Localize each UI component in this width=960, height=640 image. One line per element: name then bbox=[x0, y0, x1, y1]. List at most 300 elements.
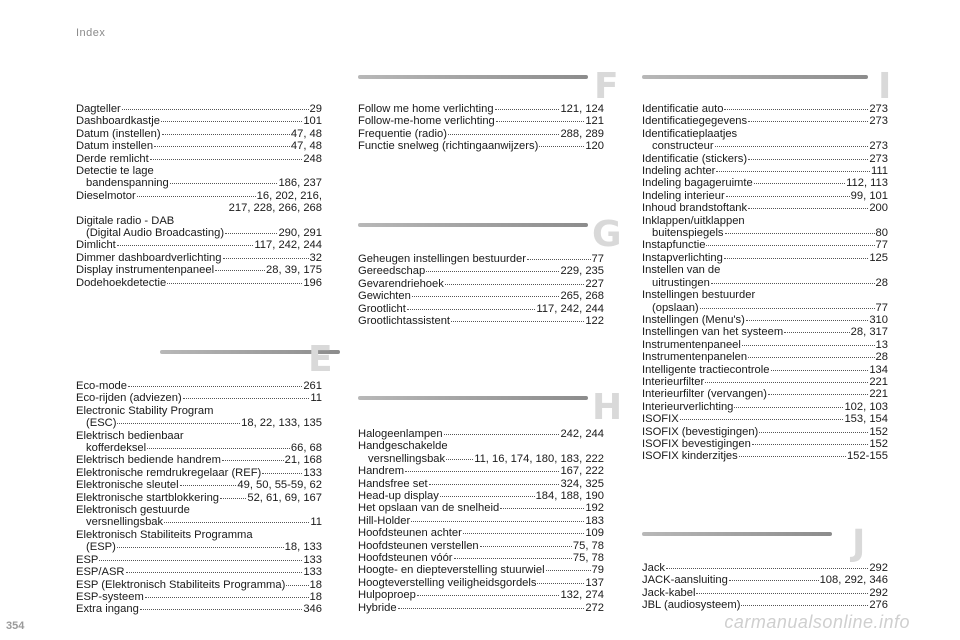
index-entry bbox=[642, 413, 888, 425]
index-entry-subterm: versnellingsbak bbox=[86, 516, 164, 529]
index-entry-pages: 52, 61, 69, 167 bbox=[247, 491, 322, 504]
index-entry bbox=[76, 215, 322, 240]
index-entry-term: Identificatie (stickers) bbox=[642, 152, 748, 165]
page-number: 354 bbox=[6, 620, 25, 632]
section-entries bbox=[76, 103, 322, 289]
index-entry-row bbox=[358, 103, 604, 115]
index-entry bbox=[358, 589, 604, 601]
index-entry bbox=[76, 277, 322, 289]
index-entry-term: Instapverlichting bbox=[642, 251, 723, 264]
section-entries bbox=[642, 562, 904, 612]
dot-leader bbox=[480, 546, 572, 547]
index-entry-row bbox=[642, 388, 888, 400]
index-entry-term: Digitale radio - DAB bbox=[76, 214, 175, 227]
index-entry-row bbox=[358, 527, 604, 539]
index-entry bbox=[642, 587, 888, 599]
dot-leader bbox=[440, 496, 535, 497]
index-entry-row bbox=[358, 478, 604, 490]
index-entry-pages: 101 bbox=[303, 115, 322, 128]
index-entry-pages: 28, 317 bbox=[850, 326, 888, 339]
index-entry bbox=[76, 579, 322, 591]
index-entry-subterm: constructeur bbox=[652, 140, 714, 153]
index-entry-row bbox=[642, 103, 888, 115]
index-entry-subterm: bandenspanning bbox=[86, 177, 169, 190]
index-entry-row bbox=[642, 314, 888, 326]
index-entry-row bbox=[76, 227, 322, 239]
section-letter: E bbox=[308, 339, 333, 380]
index-entry bbox=[642, 239, 888, 251]
index-entry bbox=[642, 289, 888, 314]
index-entry-pages: 125 bbox=[869, 251, 888, 264]
index-entry-pages: 288, 289 bbox=[560, 127, 604, 140]
index-entry-pages: 196 bbox=[303, 276, 322, 289]
index-entry-row bbox=[642, 140, 888, 152]
index-entry-pages: 152 bbox=[869, 425, 888, 438]
index-entry-pages: 18, 22, 133, 135 bbox=[241, 417, 322, 430]
index-entry-row bbox=[76, 252, 322, 264]
index-entry-term: Hybride bbox=[358, 601, 397, 614]
index-entry-term: ISOFIX kinderzitjes bbox=[642, 450, 738, 463]
index-entry bbox=[642, 376, 888, 388]
index-entry bbox=[358, 577, 604, 589]
index-entry bbox=[76, 603, 322, 615]
index-entry bbox=[642, 450, 888, 462]
dot-leader bbox=[407, 309, 536, 310]
index-entry-row bbox=[642, 277, 888, 289]
index-entry bbox=[358, 502, 604, 514]
index-entry-term: Elektronisch Stabiliteits Programma bbox=[76, 528, 253, 541]
index-entry bbox=[76, 454, 322, 466]
index-entry-pages: 77 bbox=[875, 239, 888, 252]
index-entry-row bbox=[76, 442, 322, 454]
index-entry-term: Dimlicht bbox=[76, 239, 116, 252]
index-entry-term: Dodehoekdetectie bbox=[76, 276, 167, 289]
index-entry bbox=[642, 339, 888, 351]
index-entry-pages: 47, 48 bbox=[290, 140, 322, 153]
index-entry-pages: 11 bbox=[310, 516, 322, 529]
index-entry-pages: 273 bbox=[869, 140, 888, 153]
dot-leader bbox=[715, 146, 869, 147]
index-entry-row bbox=[642, 376, 888, 388]
index-entry-row bbox=[76, 554, 322, 566]
index-entry-term: Elektronische startblokkering bbox=[76, 491, 220, 504]
index-entry-row bbox=[642, 426, 888, 438]
index-entry-row bbox=[76, 239, 322, 251]
dot-leader bbox=[724, 109, 868, 110]
index-entry-pages: 117, 242, 244 bbox=[536, 302, 604, 315]
dot-leader bbox=[500, 508, 584, 509]
index-entry-pages: 49, 50, 55-59, 62 bbox=[237, 479, 322, 492]
index-entry-pages: 28 bbox=[875, 276, 888, 289]
dot-leader bbox=[784, 332, 850, 333]
index-entry-term: Eco-mode bbox=[76, 380, 127, 392]
index-entry-pages: 16, 202, 216, bbox=[256, 189, 322, 202]
dot-leader bbox=[162, 134, 290, 135]
index-entry-row bbox=[76, 153, 322, 165]
index-entry-pages: 273 bbox=[869, 103, 888, 115]
dot-leader bbox=[700, 308, 875, 309]
section-divider bbox=[642, 75, 868, 79]
dot-leader bbox=[137, 196, 256, 197]
index-entry bbox=[642, 215, 888, 240]
index-entry-term: ESP/ASR bbox=[76, 566, 125, 579]
dot-leader bbox=[183, 398, 310, 399]
index-entry bbox=[358, 428, 604, 440]
index-entry-pages: 18 bbox=[309, 578, 322, 591]
dot-leader bbox=[734, 407, 843, 408]
dot-leader bbox=[448, 134, 560, 135]
index-entry-term: Hoofdsteunen vóór bbox=[358, 552, 453, 565]
index-entry-term: Grootlicht bbox=[358, 302, 406, 315]
index-entry bbox=[76, 103, 322, 115]
dot-leader bbox=[150, 159, 303, 160]
index-entry-pages: 75, 78 bbox=[572, 552, 604, 565]
index-entry-pages: 273 bbox=[869, 115, 888, 128]
dot-leader bbox=[754, 183, 845, 184]
index-entry-term: Hill-Holder bbox=[358, 514, 411, 527]
index-entry-row bbox=[642, 562, 888, 574]
index-entry-pages: 248 bbox=[303, 152, 322, 165]
index-entry-pages: 80 bbox=[875, 227, 888, 240]
index-entry-row bbox=[642, 413, 888, 425]
index-entry-subterm: (ESP) bbox=[86, 541, 116, 554]
index-entry-term: Follow-me-home verlichting bbox=[358, 115, 495, 128]
section-letter: H bbox=[592, 387, 623, 428]
index-entry-pages: 276 bbox=[869, 599, 888, 612]
index-entry-row bbox=[76, 417, 322, 429]
index-entry-pages: 310 bbox=[869, 313, 888, 326]
index-entry-row bbox=[76, 603, 322, 615]
dot-leader bbox=[223, 258, 309, 259]
index-entry-row bbox=[358, 128, 604, 140]
section-letter: I bbox=[878, 66, 892, 107]
index-entry-term: ISOFIX bevestigingen bbox=[642, 437, 751, 450]
dot-leader bbox=[444, 434, 560, 435]
section-divider bbox=[358, 223, 588, 227]
index-entry-pages: 77 bbox=[591, 253, 604, 265]
index-entry-pages: 133 bbox=[303, 553, 322, 566]
index-entry-pages: 273 bbox=[869, 152, 888, 165]
index-entry-term: Handgeschakelde bbox=[358, 440, 448, 453]
dot-leader bbox=[161, 121, 302, 122]
section-divider bbox=[358, 75, 588, 79]
dot-leader bbox=[696, 593, 868, 594]
index-entry bbox=[76, 380, 322, 392]
index-entry-row bbox=[358, 278, 604, 290]
index-entry bbox=[642, 599, 888, 611]
index-entry-term: Elektronisch gestuurde bbox=[76, 504, 190, 517]
index-entry-row bbox=[642, 351, 888, 363]
index-entry-pages: 261 bbox=[303, 380, 322, 392]
index-entry-pages: 77 bbox=[875, 301, 888, 314]
index-entry-pages: 112, 113 bbox=[846, 177, 888, 190]
dot-leader bbox=[286, 585, 308, 586]
index-entry bbox=[642, 177, 888, 189]
index-entry-row bbox=[642, 302, 888, 314]
index-entry-row bbox=[642, 202, 888, 214]
dot-leader bbox=[666, 568, 868, 569]
index-entry-row bbox=[358, 502, 604, 514]
dot-leader bbox=[451, 321, 584, 322]
dot-leader bbox=[225, 233, 277, 234]
index-entry-subterm: (opslaan) bbox=[652, 301, 699, 314]
index-entry-term: Jack-kabel bbox=[642, 586, 696, 599]
index-entry-pages: 75, 78 bbox=[572, 539, 604, 552]
index-entry-pages: 21, 168 bbox=[284, 454, 322, 467]
index-entry-pages: 121 bbox=[585, 115, 604, 128]
dot-leader bbox=[117, 423, 240, 424]
index-entry bbox=[358, 552, 604, 564]
index-entry-pages: 152-155 bbox=[846, 450, 888, 463]
dot-leader bbox=[739, 456, 846, 457]
index-entry-row bbox=[76, 177, 322, 189]
index-entry-term: Detectie te lage bbox=[76, 165, 154, 178]
dot-leader bbox=[220, 498, 246, 499]
index-entry-row bbox=[642, 326, 888, 338]
index-entry bbox=[76, 430, 322, 455]
index-entry-pages: 290, 291 bbox=[278, 227, 322, 240]
index-entry-pages: 227 bbox=[585, 277, 604, 290]
index-entry-row bbox=[358, 515, 604, 527]
index-entry-row bbox=[76, 380, 322, 392]
section-letter: G bbox=[592, 214, 622, 255]
index-entry-row bbox=[642, 252, 888, 264]
index-entry-row bbox=[358, 315, 604, 327]
index-entry bbox=[76, 467, 322, 479]
index-entry bbox=[358, 602, 604, 614]
dot-leader bbox=[170, 183, 278, 184]
index-entry-row bbox=[642, 574, 888, 586]
index-entry bbox=[642, 388, 888, 400]
index-entry-row bbox=[358, 265, 604, 277]
dot-leader bbox=[724, 258, 868, 259]
section-divider bbox=[358, 396, 588, 400]
index-entry-term: Instrumentenpaneel bbox=[642, 338, 741, 351]
index-entry-row bbox=[358, 140, 604, 152]
dot-leader bbox=[729, 580, 819, 581]
index-entry-subterm: buitenspiegels bbox=[652, 227, 724, 240]
index-entry-pages: 120 bbox=[585, 140, 604, 153]
index-entry bbox=[642, 314, 888, 326]
page-header-title: Index bbox=[76, 27, 106, 39]
dot-leader bbox=[742, 345, 875, 346]
index-entry bbox=[76, 554, 322, 566]
index-entry bbox=[76, 128, 322, 140]
index-entry bbox=[76, 140, 322, 152]
index-entry-row bbox=[76, 264, 322, 276]
index-entry-pages: 122 bbox=[585, 315, 604, 328]
section-entries bbox=[358, 428, 620, 614]
index-entry-subterm: uitrustingen bbox=[652, 276, 710, 289]
index-entry-term: ISOFIX bbox=[642, 413, 679, 426]
index-entry-term: Follow me home verlichting bbox=[358, 103, 494, 115]
index-entry bbox=[76, 252, 322, 264]
index-entry-row bbox=[642, 227, 888, 239]
dot-leader bbox=[122, 109, 309, 110]
index-entry-pages: 221 bbox=[869, 375, 888, 388]
dot-leader bbox=[222, 460, 284, 461]
index-entry-pages: 18, 133 bbox=[284, 541, 322, 554]
index-entry-row bbox=[358, 540, 604, 552]
index-entry-row bbox=[642, 115, 888, 127]
index-entry-row bbox=[358, 602, 604, 614]
index-entry-term: Geheugen instellingen bestuurder bbox=[358, 253, 526, 265]
dot-leader bbox=[771, 370, 869, 371]
dot-leader bbox=[262, 473, 302, 474]
index-entry-pages-continued: 217, 228, 266, 268 bbox=[228, 202, 322, 215]
index-entry-pages: 133 bbox=[303, 466, 322, 479]
dot-leader bbox=[705, 382, 868, 383]
index-entry-term: Hulpoproep bbox=[358, 589, 416, 602]
index-entry bbox=[358, 140, 604, 152]
dot-leader bbox=[463, 533, 584, 534]
index-entry-term: Interieurverlichting bbox=[642, 400, 734, 413]
dot-leader bbox=[726, 196, 850, 197]
index-entry-row bbox=[358, 490, 604, 502]
index-entry-pages: 102, 103 bbox=[844, 400, 888, 413]
section-entries bbox=[358, 103, 620, 153]
index-entry-pages: 11 bbox=[310, 392, 322, 405]
dot-leader bbox=[126, 572, 303, 573]
dot-leader bbox=[527, 259, 591, 260]
dot-leader bbox=[706, 245, 874, 246]
index-entry bbox=[358, 527, 604, 539]
index-entry-pages: 153, 154 bbox=[844, 413, 888, 426]
dot-leader bbox=[117, 245, 254, 246]
index-entry-row bbox=[76, 140, 322, 152]
index-entry bbox=[358, 290, 604, 302]
index-entry-pages: 47, 48 bbox=[290, 127, 322, 140]
index-entry bbox=[358, 540, 604, 552]
index-entry bbox=[642, 351, 888, 363]
index-entry-row bbox=[642, 153, 888, 165]
index-entry-term: Dagteller bbox=[76, 103, 121, 115]
index-entry-term: Elektronische sleutel bbox=[76, 479, 179, 492]
index-entry-term: Elektronische remdrukregelaar (REF) bbox=[76, 466, 262, 479]
index-entry-row bbox=[76, 392, 322, 404]
index-entry-pages: 184, 188, 190 bbox=[535, 490, 604, 503]
index-entry-row bbox=[358, 453, 604, 465]
index-entry-pages: 229, 235 bbox=[560, 265, 604, 278]
index-entry-row bbox=[358, 428, 604, 440]
index-entry-term: Elektrisch bedienbaar bbox=[76, 429, 184, 442]
watermark: carmanualsonline.info bbox=[724, 612, 910, 632]
index-entry-row bbox=[642, 587, 888, 599]
dot-leader bbox=[539, 146, 584, 147]
index-entry-term: Het opslaan van de snelheid bbox=[358, 502, 500, 515]
dot-leader bbox=[128, 386, 302, 387]
index-entry-pages: 183 bbox=[585, 514, 604, 527]
index-entry-row bbox=[358, 303, 604, 315]
section-divider bbox=[642, 532, 832, 536]
dot-leader bbox=[140, 609, 303, 610]
index-entry-term: ESP-systeem bbox=[76, 590, 144, 603]
index-entry bbox=[642, 574, 888, 586]
index-entry-pages: 272 bbox=[585, 601, 604, 614]
index-entry-term: ESP (Elektronisch Stabiliteits Programma) bbox=[76, 578, 286, 591]
index-entry-row bbox=[358, 577, 604, 589]
dot-leader bbox=[99, 560, 302, 561]
index-entry bbox=[358, 303, 604, 315]
dot-leader bbox=[154, 146, 290, 147]
index-entry-pages: 32 bbox=[309, 251, 322, 264]
index-entry-row bbox=[642, 190, 888, 202]
dot-leader bbox=[741, 605, 868, 606]
index-entry-pages: 79 bbox=[591, 564, 604, 577]
dot-leader bbox=[117, 547, 284, 548]
dot-leader bbox=[748, 121, 868, 122]
index-entry-term: Identificatie auto bbox=[642, 103, 724, 115]
index-entry-row bbox=[642, 450, 888, 462]
dot-leader bbox=[725, 233, 875, 234]
index-entry-row bbox=[76, 277, 322, 289]
index-entry-row bbox=[76, 190, 322, 202]
index-entry bbox=[642, 115, 888, 127]
index-entry bbox=[642, 426, 888, 438]
index-entry-term: Dimmer dashboardverlichting bbox=[76, 251, 222, 264]
index-entry-row bbox=[642, 239, 888, 251]
dot-leader bbox=[180, 485, 237, 486]
index-entry bbox=[642, 202, 888, 214]
index-entry bbox=[642, 190, 888, 202]
index-entry-row bbox=[76, 579, 322, 591]
section-entries bbox=[76, 380, 322, 616]
index-entry-row bbox=[358, 290, 604, 302]
dot-leader bbox=[711, 283, 875, 284]
index-entry bbox=[358, 465, 604, 477]
index-entry bbox=[642, 562, 888, 574]
index-entry-pages: 66, 68 bbox=[290, 442, 322, 455]
index-entry-pages: 242, 244 bbox=[560, 428, 604, 440]
index-entry bbox=[642, 401, 888, 413]
index-entry-pages: 221 bbox=[869, 388, 888, 401]
index-entry-row bbox=[642, 599, 888, 611]
dot-leader bbox=[429, 484, 560, 485]
index-entry bbox=[642, 252, 888, 264]
index-entry-term: Functie snelweg (richtingaanwijzers) bbox=[358, 140, 539, 153]
index-entry-pages: 111 bbox=[870, 165, 888, 178]
index-entry-term: Datum instellen bbox=[76, 140, 154, 153]
dot-leader bbox=[147, 448, 290, 449]
index-entry-subterm: (ESC) bbox=[86, 417, 117, 430]
index-entry bbox=[358, 115, 604, 127]
index-entry-term: Intelligente tractiecontrole bbox=[642, 363, 770, 376]
index-entry-row bbox=[358, 589, 604, 601]
index-entry-pages: 200 bbox=[869, 202, 888, 215]
index-entry-term: ISOFIX (bevestigingen) bbox=[642, 425, 759, 438]
index-entry-term: Instapfunctie bbox=[642, 239, 706, 252]
index-entry-pages: 29 bbox=[309, 103, 322, 115]
index-entry-pages: 132, 274 bbox=[560, 589, 604, 602]
dot-leader bbox=[752, 444, 869, 445]
index-entry-term: Indeling bagageruimte bbox=[642, 177, 753, 190]
dot-leader bbox=[496, 121, 585, 122]
index-entry-term: Instellen van de bbox=[642, 264, 721, 277]
index-entry bbox=[642, 128, 888, 153]
index-entry-pages: 134 bbox=[869, 363, 888, 376]
index-entry-subterm: kofferdeksel bbox=[86, 442, 147, 455]
index-entry bbox=[76, 529, 322, 554]
section-entries bbox=[642, 103, 904, 463]
index-entry bbox=[76, 165, 322, 190]
index-entry-term: Indeling interieur bbox=[642, 189, 725, 202]
index-entry-row bbox=[358, 115, 604, 127]
dot-leader bbox=[680, 419, 844, 420]
index-entry-term: Extra ingang bbox=[76, 603, 139, 616]
index-entry-term: Indeling achter bbox=[642, 165, 716, 178]
index-entry-row bbox=[76, 492, 322, 504]
index-entry bbox=[358, 278, 604, 290]
